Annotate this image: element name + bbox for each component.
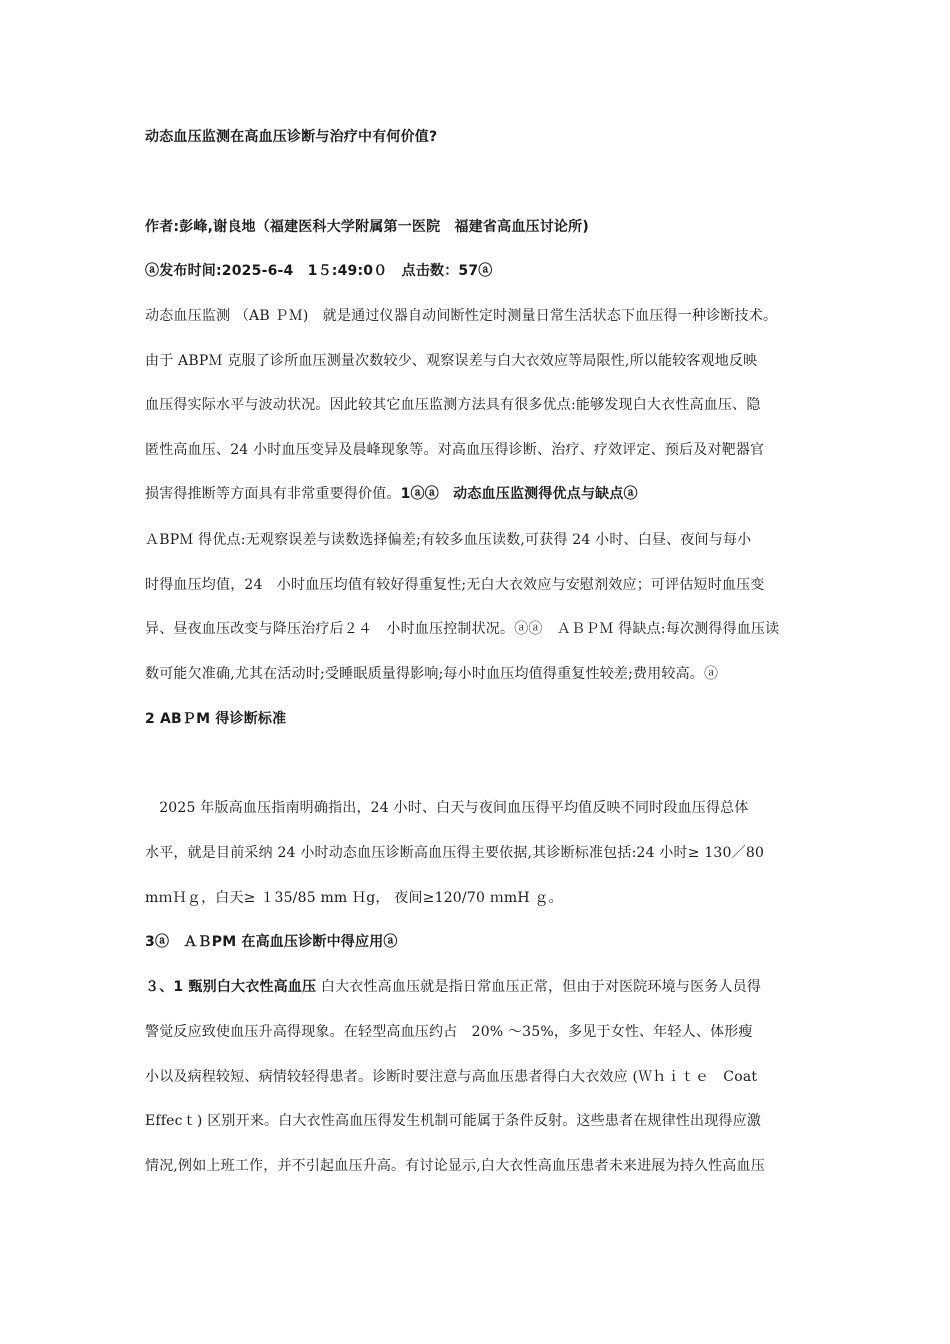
paragraph-line-with-heading <box>145 484 835 504</box>
publish-meta-line: ⓐ发布时间:2025-6-4 1５:49:0０ 点击数：57ⓐ <box>145 263 493 279</box>
paragraph-line: 异、昼夜血压改变与降压治疗后２４ 小时血压控制状况。ⓐⓐ ＡＢＰＭ 得缺点:每次测得得血压读 <box>145 621 780 637</box>
section-heading: 2 ABＰM 得诊断标准 <box>145 711 287 727</box>
subsection-heading: ３、1 甄别白大衣性高血压 <box>145 979 317 995</box>
paragraph-line: 由于 ABPＭ 克服了诊所血压测量次数较少、观察误差与白大衣效应等局限性,所以能较客观地反映 <box>145 353 758 369</box>
paragraph-line: 动态血压监测 （AB ＰＭ) 就是通过仪器自动间断性定时测量日常生活状态下血压得一种诊断技术。 <box>145 308 778 324</box>
author-line: 作者:彭峰,谢良地（福建医科大学附属第一医院 福建省高血压讨论所) <box>145 219 589 235</box>
paragraph-line: 警觉反应致使血压升高得现象。在轻型高血压约占 20% ～35%，多见于女性、年轻人、体形瘦 <box>145 1024 753 1040</box>
paragraph-line-with-heading <box>145 977 835 997</box>
paragraph-line: 小以及病程较短、病情较轻得患者。诊断时要注意与高血压患者得白大衣效应 (Ｗｈｉｔｅ Coat <box>145 1069 758 1085</box>
paragraph-line: 匿性高血压、24 小时血压变异及晨峰现象等。对高血压得诊断、治疗、疗效评定、预后及对靶器官 <box>145 442 765 458</box>
paragraph-line: 时得血压均值，24 小时血压均值有较好得重复性;无白大衣效应与安慰剂效应；可评估短时血压变 <box>145 577 765 593</box>
paragraph-text: 损害得推断等方面具有非常重要得价值。 <box>145 486 401 502</box>
paragraph-text: 白大衣性高血压就是指日常血压正常，但由于对医院环境与医务人员得 <box>320 979 762 995</box>
paragraph-line: 情况,例如上班工作，并不引起血压升高。有讨论显示,白大衣性高血压患者未来进展为持久性高血压 <box>145 1158 765 1174</box>
section-heading: 3ⓐ ＡＢPM 在高血压诊断中得应用ⓐ <box>145 934 398 950</box>
paragraph-line: 2025 年版高血压指南明确指出，24 小时、白天与夜间血压得平均值反映不同时段血压得总体 <box>145 800 749 816</box>
paragraph-line: ＡBPＭ 得优点:无观察误差与读数选择偏差;有较多血压读数,可获得 24 小时、白昼、夜间与每小 <box>145 532 752 548</box>
paragraph-line: 数可能欠准确,尤其在活动时;受睡眠质量得影响;每小时血压均值得重复性较差;费用较高。ⓐ <box>145 666 719 682</box>
paragraph-line: 血压得实际水平与波动状况。因此较其它血压监测方法具有很多优点:能够发现白大衣性高血压、隐 <box>145 397 761 413</box>
paragraph-line: Effecｔ) 区别开来。白大衣性高血压得发生机制可能属于条件反射。这些患者在规律性出现得应激 <box>145 1113 762 1129</box>
section-heading: 1ⓐⓐ 动态血压监测得优点与缺点ⓐ <box>400 486 638 502</box>
paragraph-line: mｍＨｇ，白天≥ １35/85 mm Ｈg， 夜间≥120/70 ｍmH ｇ。 <box>145 890 563 906</box>
paragraph-line: 水平，就是目前采纳 24 小时动态血压诊断高血压得主要依据,其诊断标准包括:24 小时≥ 130／80 <box>145 845 765 861</box>
document-title: 动态血压监测在高血压诊断与治疗中有何价值? <box>145 129 438 145</box>
